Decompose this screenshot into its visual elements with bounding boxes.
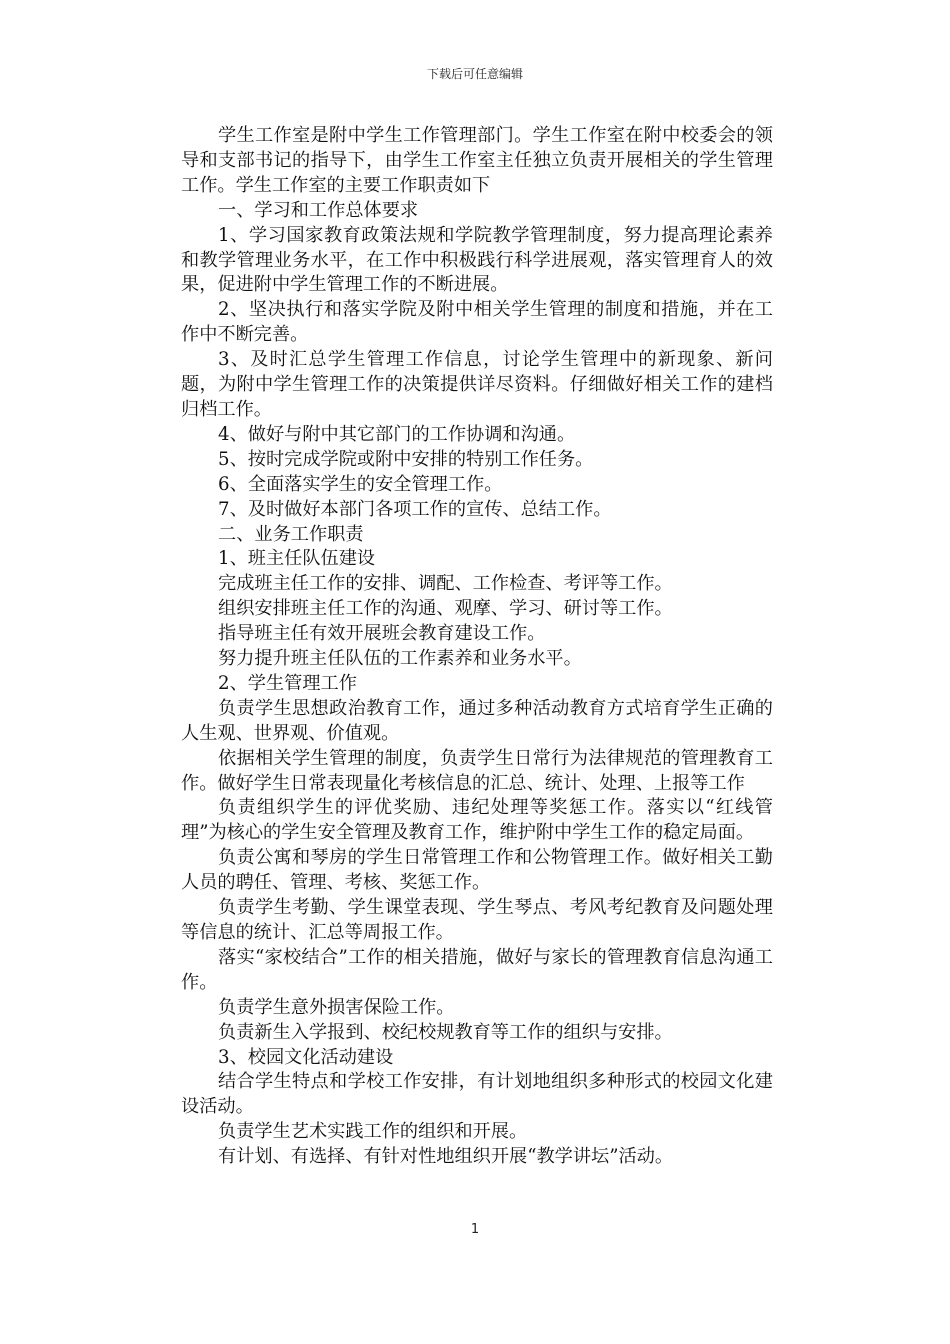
subsection-heading-head-teacher-team: 1、班主任队伍建设 [218,548,376,570]
subsection-heading-student-management: 2、学生管理工作 [218,672,357,694]
duty-item: 指导班主任有效开展班会教育建设工作。 [218,623,546,645]
duty-item: 负责学生艺术实践工作的组织和开展。 [218,1121,528,1143]
duty-item: 结合学生特点和学校工作安排，有计划地组织多种形式的校园文化建设活动。 [181,1071,773,1118]
duty-item: 依据相关学生管理的制度，负责学生日常行为法律规范的管理教育工作。做好学生日常表现量化考核信息的汇总、统计、处理、上报等工作 [181,747,773,794]
list-item: 1、学习国家教育政策法规和学院教学管理制度，努力提高理论素养和教学管理业务水平，在工作中积极践行科学进展观，落实管理育人的效果，促进附中学生管理工作的不断进展。 [181,224,773,296]
list-item: 2、坚决执行和落实学院及附中相关学生管理的制度和措施，并在工作中不断完善。 [181,299,773,346]
list-item: 5、按时完成学院或附中安排的特别工作任务。 [218,448,594,470]
list-item: 4、做好与附中其它部门的工作协调和沟通。 [218,423,576,445]
duty-item: 组织安排班主任工作的沟通、观摩、学习、研讨等工作。 [218,598,673,620]
section-heading-business-duties: 二、业务工作职责 [218,523,364,545]
duty-item: 负责公寓和琴房的学生日常管理工作和公物管理工作。做好相关工勤人员的聘任、管理、考核、奖惩工作。 [181,847,773,894]
list-item: 3、及时汇总学生管理工作信息，讨论学生管理中的新现象、新问题，为附中学生管理工作的决策提供详尽资料。仔细做好相关工作的建档归档工作。 [181,349,773,420]
duty-item: 负责新生入学报到、校纪校规教育等工作的组织与安排。 [218,1021,673,1043]
section-heading-general-requirements: 一、学习和工作总体要求 [218,199,419,221]
duty-item: 负责组织学生的评优奖励、违纪处理等奖惩工作。落实以“红线管理”为核心的学生安全管理及教育工作，维护附中学生工作的稳定局面。 [181,797,773,844]
subsection-heading-campus-culture: 3、校园文化活动建设 [218,1046,394,1068]
duty-item: 有计划、有选择、有针对性地组织开展“教学讲坛”活动。 [218,1146,674,1168]
document-body [181,124,773,1170]
duty-item: 努力提升班主任队伍的工作素养和业务水平。 [218,648,582,670]
duty-item: 完成班主任工作的安排、调配、工作检查、考评等工作。 [218,573,673,595]
list-item: 6、全面落实学生的安全管理工作。 [218,473,503,495]
duty-item: 负责学生考勤、学生课堂表现、学生琴点、考风考纪教育及问题处理等信息的统计、汇总等周报工作。 [181,897,773,943]
page-header: 下载后可任意编辑 [426,67,523,81]
list-item: 7、及时做好本部门各项工作的宣传、总结工作。 [218,498,612,520]
intro-paragraph: 学生工作室是附中学生工作管理部门。学生工作室在附中校委会的领导和支部书记的指导下，由学生工作室主任独立负责开展相关的学生管理工作。学生工作室的主要工作职责如下 [181,125,773,196]
duty-item: 负责学生意外损害保险工作。 [218,996,455,1018]
duty-item: 落实“家校结合”工作的相关措施，做好与家长的管理教育信息沟通工作。 [181,946,773,993]
duty-item: 负责学生思想政治教育工作，通过多种活动教育方式培育学生正确的人生观、世界观、价值观。 [181,697,773,744]
page-number: 1 [470,1222,480,1237]
